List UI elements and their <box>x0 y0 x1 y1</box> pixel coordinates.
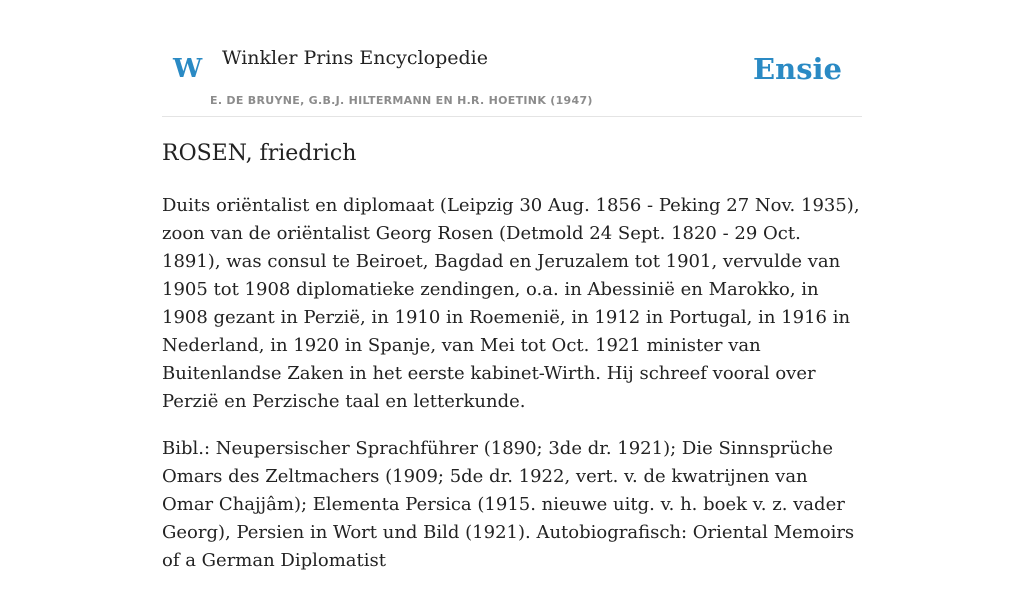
site-title[interactable]: Winkler Prins Encyclopedie <box>222 47 488 69</box>
header <box>162 0 862 117</box>
ensie-brand-logo[interactable]: Ensie <box>753 52 842 86</box>
winkler-prins-logo[interactable]: W <box>173 54 203 84</box>
entry-paragraph-bibliography: Bibl.: Neupersischer Sprachführer (1890; 3de dr. 1921); Die Sinnsprüche Omars des Zeltmachers (1909; 5de dr. 1922, vert. v. de kwatrijnen van Omar Chajjâm); Elementa Persica (1915. nieuwe uitg. v. h. boek v. z. vader Georg), Persien in Wort und Bild (1921). Autobiografisch: Oriental Memoirs of a German Diplomatist <box>162 438 855 571</box>
authors-line: E. DE BRUYNE, G.B.J. HILTERMANN EN H.R. HOETINK (1947) <box>210 94 593 107</box>
entry-paragraph-description: Duits oriëntalist en diplomaat (Leipzig 30 Aug. 1856 - Peking 27 Nov. 1935), zoon van de oriëntalist Georg Rosen (Detmold 24 Sept. 1820 - 29 Oct. 1891), was consul te Beiroet, Bagdad en Jeruzalem tot 1901, vervulde van 1905 tot 1908 diplomatieke zendingen, o.a. in Abessinië en Marokko, in 1908 gezant in Perzië, in 1910 in Roemenië, in 1912 in Portugal, in 1916 in Nederland, in 1920 in Spanje, van Mei tot Oct. 1921 minister van Buitenlandse Zaken in het eerste kabinet-Wirth. Hij schreef vooral over Perzië en Perzische taal en letterkunde. <box>162 195 860 412</box>
entry-content <box>162 192 864 594</box>
entry-title: ROSEN, friedrich <box>162 141 357 166</box>
